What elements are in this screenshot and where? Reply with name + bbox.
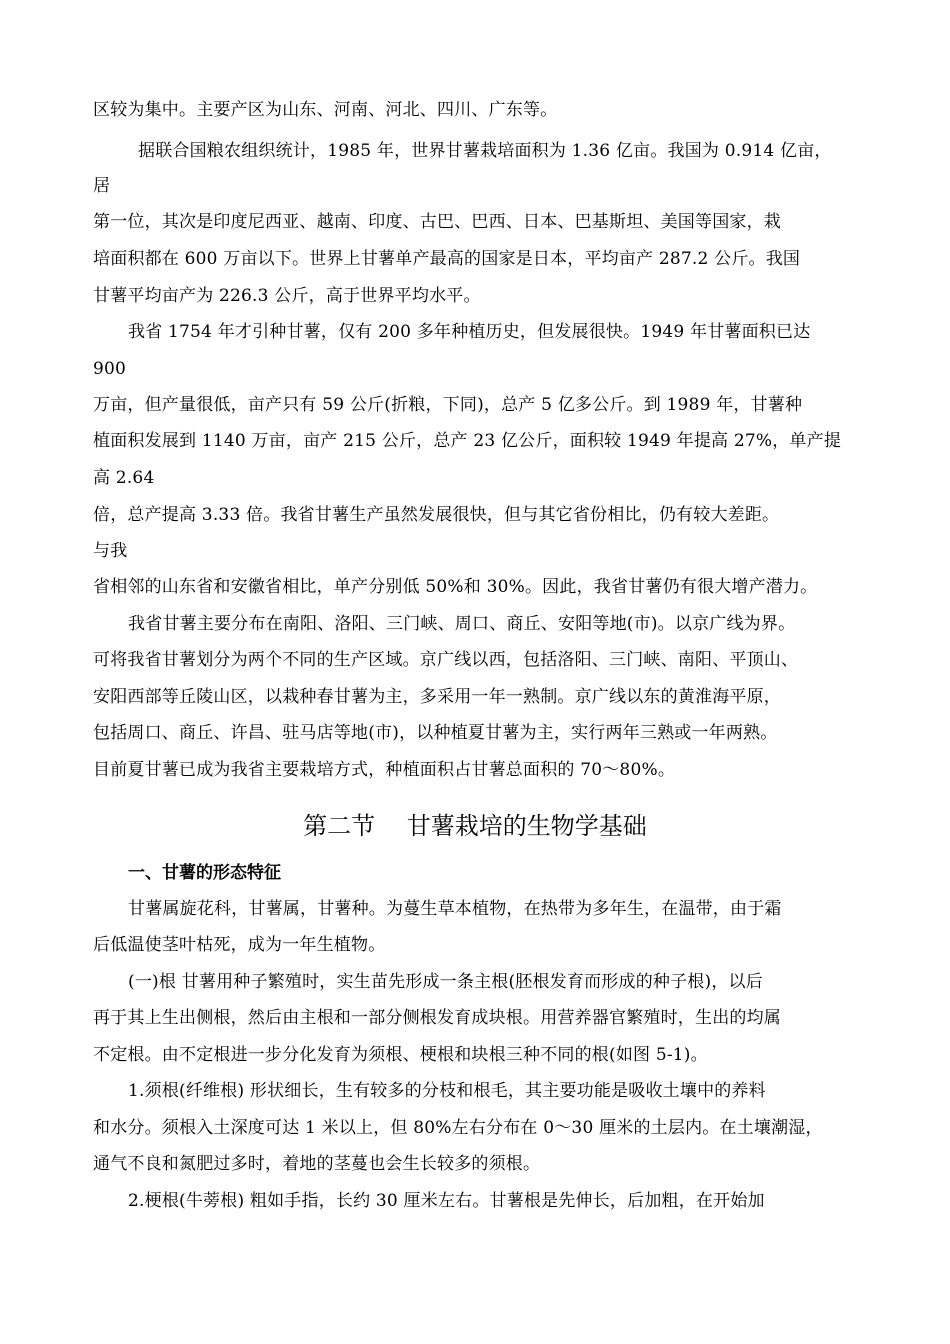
text-line: 安阳西部等丘陵山区，以栽种春甘薯为主，多采用一年一熟制。京广线以东的黄淮海平原，	[93, 687, 781, 707]
text-line: 倍，总产提高 3.33 倍。我省甘薯生产虽然发展很快，但与其它省份相比，仍有较大差距。	[93, 505, 780, 525]
text-line: 目前夏甘薯已成为我省主要栽培方式，种植面积占甘薯总面积的 70～80%。	[93, 760, 676, 780]
text-line: 可将我省甘薯划分为两个不同的生产区域。京广线以西，包括洛阳、三门峡、南阳、平顶山、	[93, 650, 799, 670]
text-line: 省相邻的山东省和安徽省相比，单产分别低 50%和 30%。因此，我省甘薯仍有很大增产潜力。	[93, 577, 818, 597]
text-line: 万亩，但产量很低，亩产只有 59 公斤(折粮，下同)，总产 5 亿多公斤。到 1989 年，甘薯种	[93, 395, 803, 415]
text-line: 甘薯属旋花科，甘薯属，甘薯种。为蔓生草本植物，在热带为多年生，在温带，由于霜	[128, 899, 782, 919]
text-line: 与我	[93, 541, 128, 561]
text-line: 我省甘薯主要分布在南阳、洛阳、三门峡、周口、商丘、安阳等地(市)。以京广线为界。	[128, 614, 796, 634]
text-line: 通气不良和氮肥过多时，着地的茎蔓也会生长较多的须根。	[93, 1154, 541, 1174]
section-title: 第二节 甘薯栽培的生物学基础	[303, 812, 647, 840]
subheading: 一、甘薯的形态特征	[128, 863, 281, 883]
text-line: 据联合国粮农组织统计，1985 年，世界甘薯栽培面积为 1.36 亿亩。我国为 0.914 亿亩，	[138, 141, 832, 161]
text-line: 我省 1754 年才引种甘薯，仅有 200 多年种植历史，但发展很快。1949 年甘薯面积已达	[128, 322, 811, 342]
text-line: 培面积都在 600 万亩以下。世界上甘薯单产最高的国家是日本，平均亩产 287.2 公斤。我国	[93, 249, 801, 269]
text-line: 居	[93, 176, 111, 196]
text-line: 包括周口、商丘、许昌、驻马店等地(市)，以种植夏甘薯为主，实行两年三熟或一年两熟。	[93, 723, 778, 743]
text-line: 1.须根(纤维根) 形状细长，生有较多的分枝和根毛，其主要功能是吸收土壤中的养料	[128, 1081, 766, 1101]
text-line: 2.梗根(牛蒡根) 粗如手指，长约 30 厘米左右。甘薯根是先伸长，后加粗，在开始加	[128, 1191, 765, 1211]
text-line: 区较为集中。主要产区为山东、河南、河北、四川、广东等。	[93, 100, 558, 120]
text-line: 再于其上生出侧根，然后由主根和一部分侧根发育成块根。用营养器官繁殖时，生出的均属	[93, 1008, 781, 1028]
text-line: 甘薯平均亩产为 226.3 公斤，高于世界平均水平。	[93, 286, 481, 306]
text-line: 后低温使茎叶枯死，成为一年生植物。	[93, 935, 386, 955]
text-line: 不定根。由不定根进一步分化发育为须根、梗根和块根三种不同的根(如图 5-1)。	[93, 1045, 708, 1065]
text-line: 900	[93, 359, 127, 379]
text-line: 植面积发展到 1140 万亩，亩产 215 公斤，总产 23 亿公斤，面积较 1949 年提高 27%，单产提	[93, 431, 842, 451]
text-line: 第一位，其次是印度尼西亚、越南、印度、古巴、巴西、日本、巴基斯坦、美国等国家，栽	[93, 212, 781, 232]
text-line: 和水分。须根入土深度可达 1 米以上，但 80%左右分布在 0～30 厘米的土层内。在土壤潮湿，	[93, 1118, 823, 1138]
text-line: (一)根 甘薯用种子繁殖时，实生苗先形成一条主根(胚根发育而形成的种子根)，以后	[128, 972, 763, 992]
text-line: 高 2.64	[93, 468, 155, 488]
